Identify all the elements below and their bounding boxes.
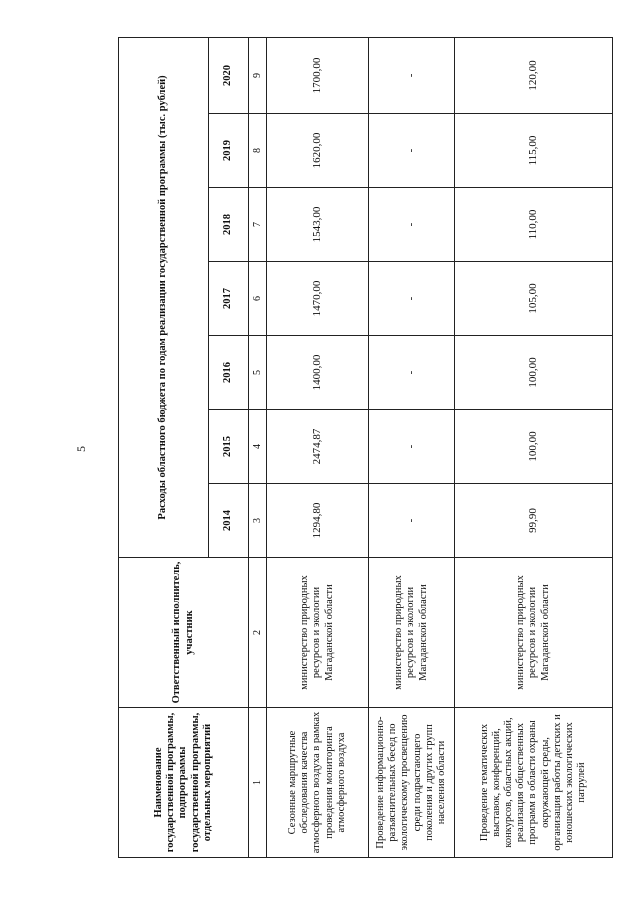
header-year: 2015 <box>209 410 249 484</box>
header-year: 2020 <box>209 37 249 113</box>
header-year: 2016 <box>209 336 249 410</box>
expense-value: - <box>369 336 455 410</box>
expense-value: 100,00 <box>455 410 613 484</box>
expense-value: 1400,00 <box>267 336 369 410</box>
responsible-executor: министерство природных ресурсов и экологии Магаданской области <box>455 558 613 708</box>
header-year: 2019 <box>209 114 249 188</box>
table-row <box>369 37 455 857</box>
expense-value: 120,00 <box>455 37 613 113</box>
column-number: 7 <box>249 188 267 262</box>
header-name: Наименование государственной программы, подпрограммы государственной программы, отдельных мероприятий <box>119 708 249 858</box>
expense-value: 1543,00 <box>267 188 369 262</box>
header-expenses: Расходы областного бюджета по годам реализации государственной программы (тыс. рублей) <box>119 37 209 557</box>
expense-value: 105,00 <box>455 262 613 336</box>
expense-value: - <box>369 188 455 262</box>
expense-value: 1294,80 <box>267 484 369 558</box>
table-row <box>455 37 613 857</box>
responsible-executor: министерство природных ресурсов и экологии Магаданской области <box>267 558 369 708</box>
column-number: 3 <box>249 484 267 558</box>
column-number: 2 <box>249 558 267 708</box>
expense-value: - <box>369 114 455 188</box>
expense-value: - <box>369 410 455 484</box>
activity-name: Проведение тематических выставок, конференций, конкурсов, областных акций, реализация общественных программ в области охраны окружающей среды, организация работы детских и юношеских экологических патрулей <box>455 708 613 858</box>
activity-name: Проведение информационно-разъяснительных бесед по экологическому просвещению среди подрастающего поколения и других групп населения области <box>369 708 455 858</box>
expense-value: - <box>369 262 455 336</box>
header-year: 2017 <box>209 262 249 336</box>
expense-value: 2474,87 <box>267 410 369 484</box>
rotated-table-container <box>118 38 612 858</box>
expense-value: 110,00 <box>455 188 613 262</box>
expense-value: 1620,00 <box>267 114 369 188</box>
header-year: 2014 <box>209 484 249 558</box>
column-number: 5 <box>249 336 267 410</box>
activity-name: Сезонные маршрутные обследования качества атмосферного воздуха в рамках проведения мониторинга атмосферного воздуха <box>267 708 369 858</box>
budget-table <box>118 37 613 858</box>
responsible-executor: министерство природных ресурсов и экологии Магаданской области <box>369 558 455 708</box>
expense-value: 99,90 <box>455 484 613 558</box>
expense-value: 115,00 <box>455 114 613 188</box>
expense-value: - <box>369 37 455 113</box>
table-row <box>267 37 369 857</box>
column-number: 1 <box>249 708 267 858</box>
column-number: 6 <box>249 262 267 336</box>
expense-value: 100,00 <box>455 336 613 410</box>
header-responsible: Ответственный исполнитель, участник <box>119 558 249 708</box>
document-sheet <box>118 38 612 858</box>
expense-value: 1700,00 <box>267 37 369 113</box>
header-year: 2018 <box>209 188 249 262</box>
column-number: 4 <box>249 410 267 484</box>
column-number: 8 <box>249 114 267 188</box>
page-number: 5 <box>74 446 88 452</box>
expense-value: - <box>369 484 455 558</box>
column-number: 9 <box>249 37 267 113</box>
expense-value: 1470,00 <box>267 262 369 336</box>
